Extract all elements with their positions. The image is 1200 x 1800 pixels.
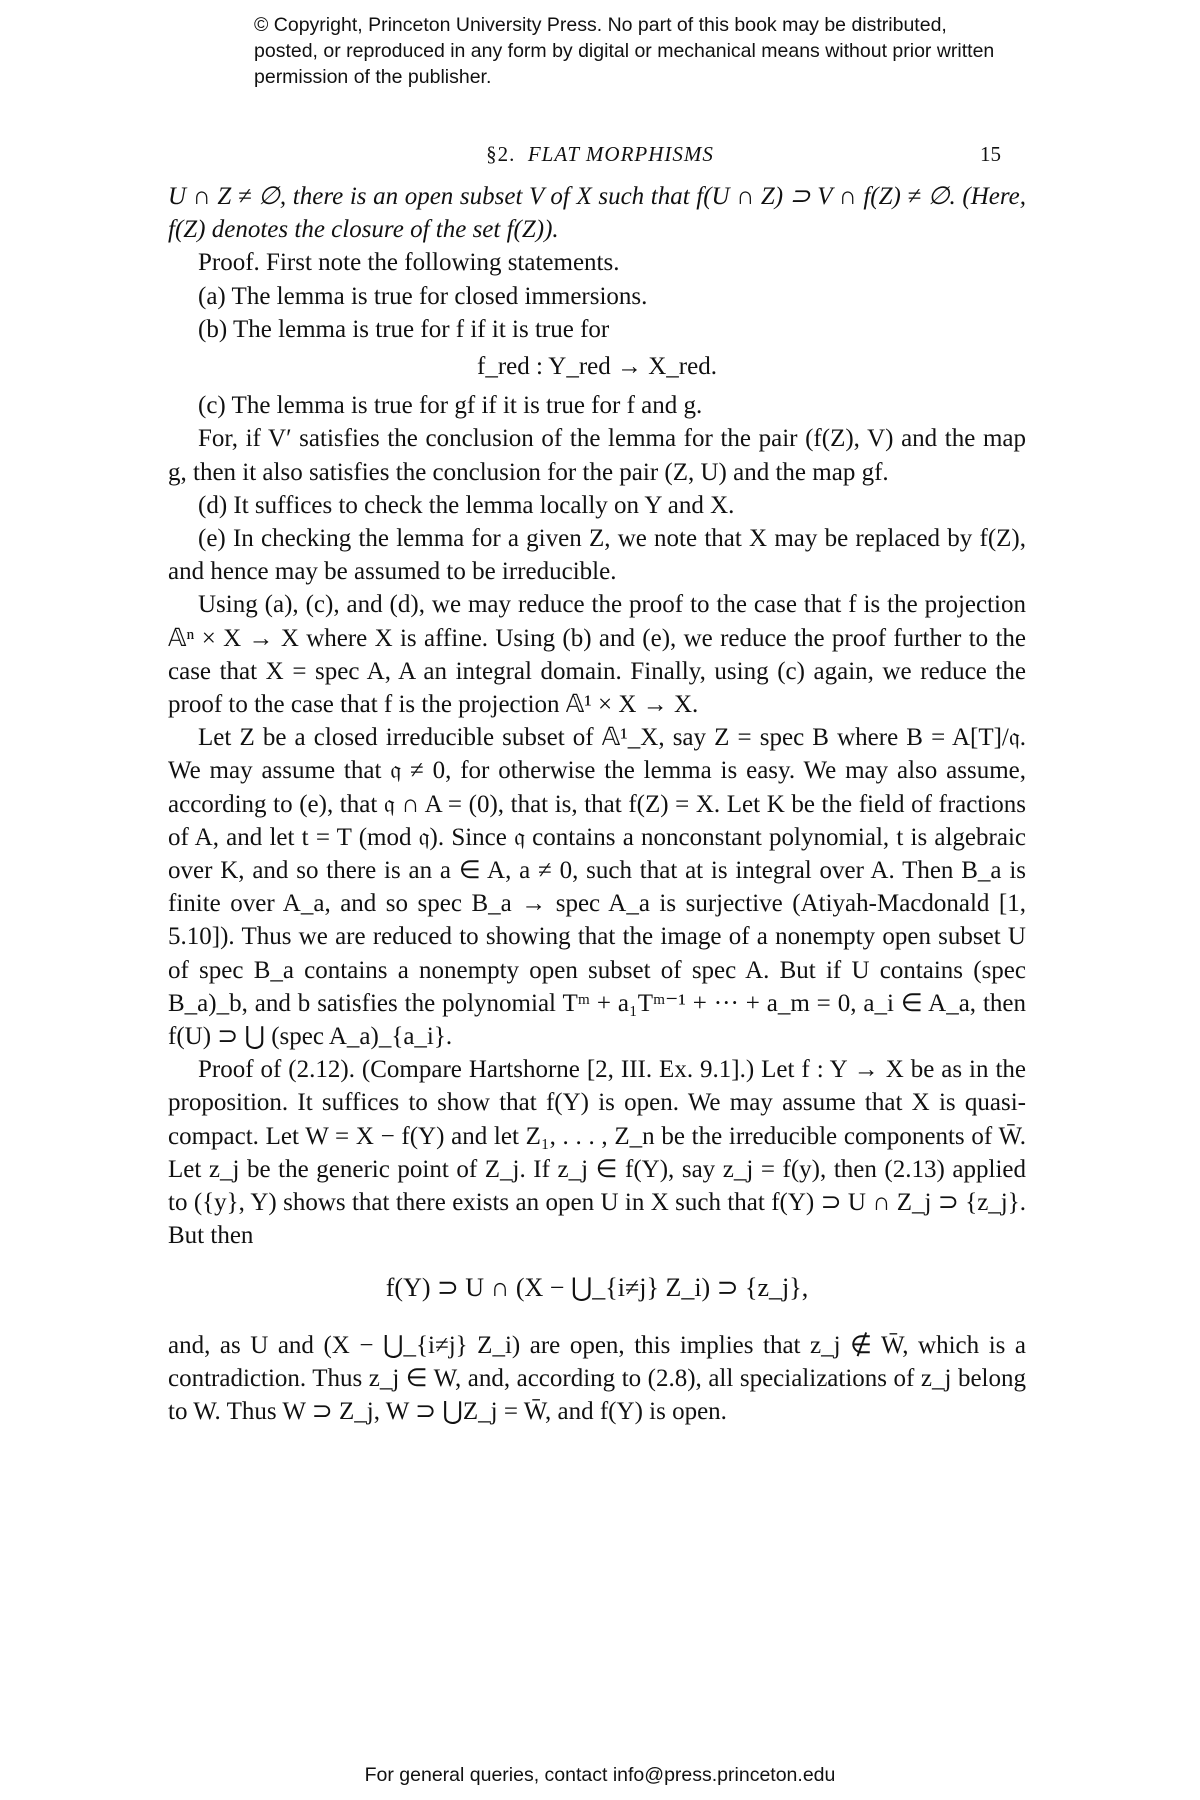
section-number: §2. — [486, 142, 516, 166]
body-text — [168, 180, 1026, 1428]
paragraph: (c) The lemma is true for gf if it is true for f and g. — [198, 392, 703, 420]
paragraph: Using (a), (c), and (d), we may reduce the proof to the case that f is the projection 𝔸ⁿ × X → X where X is affine. Using (b) and (e), we reduce the proof further to the case that X = spec A, A an integral domain. Finally, using (c) again, we reduce the proof to the case that f is the projection 𝔸¹ × X → X. — [168, 591, 1026, 719]
paragraph: (e) In checking the lemma for a given Z, we note that X may be replaced by f(Z), and hence may be assumed to be irreducible. — [168, 525, 1026, 586]
paragraph: Proof of (2.12). (Compare Hartshorne [2, III. Ex. 9.1].) Let f : Y → X be as in the proposition. It suffices to show that f(Y) is open. We may assume that X is quasi-compact. Let W = X − f(Y) and let Z₁, . . . , Z_n be the irreducible components of W̄. Let z_j be the generic point of Z_j. If z_j ∈ f(Y), say z_j = f(y), then (2.13) applied to ({y}, Y) shows that there exists an open U in X such that f(Y) ⊃ U ∩ Z_j ⊃ {z_j}. But then — [168, 1056, 1026, 1250]
paragraph: U ∩ Z ≠ ∅, there is an open subset V of X such that f(U ∩ Z) ⊃ V ∩ f(Z) ≠ ∅. (Here, f(Z) denotes the closure of the set f(Z)). — [168, 183, 1026, 244]
display-formula: f_red : Y_red → X_red. — [477, 353, 717, 381]
page-number: 15 — [980, 142, 1001, 166]
paragraph: and, as U and (X − ⋃_{i≠j} Z_i) are open, this implies that z_j ∉ W̄, which is a contradiction. Thus z_j ∈ W, and, according to (2.8), all specializations of z_j belong to W. Thus W ⊃ Z_j, W ⊃ ⋃Z_j = W̄, and f(Y) is open. — [168, 1331, 1026, 1425]
paragraph: (b) The lemma is true for f if it is true for — [198, 315, 610, 343]
paragraph: (d) It suffices to check the lemma locally on Y and X. — [198, 491, 735, 519]
copyright-notice: © Copyright, Princeton University Press. No part of this book may be distributed, posted, or reproduced in any form by digital or mechanical means without prior written permission of the publisher. — [254, 14, 995, 88]
paragraph: For, if V′ satisfies the conclusion of the lemma for the pair (f(Z), V) and the map g, then it also satisfies the conclusion for the pair (Z, U) and the map gf. — [168, 425, 1026, 486]
running-head — [0, 142, 1200, 167]
display-formula: f(Y) ⊃ U ∩ (X − ⋃_{i≠j} Z_i) ⊃ {z_j}, — [385, 1272, 809, 1302]
chapter-title: FLAT MORPHISMS — [527, 142, 714, 166]
footer-contact: For general queries, contact info@press.princeton.edu — [364, 1764, 836, 1786]
paragraph: Let Z be a closed irreducible subset of 𝔸¹_X, say Z = spec B where B = A[T]/𝔮. We may assume that 𝔮 ≠ 0, for otherwise the lemma is easy. We may also assume, according to (e), that 𝔮 ∩ A = (0), that is, that f(Z) = X. Let K be the field of fractions of A, and let t = T (mod 𝔮). Since 𝔮 contains a nonconstant polynomial, t is algebraic over K, and so there is an a ∈ A, a ≠ 0, such that at is integral over A. Then B_a is finite over A_a, and so spec B_a → spec A_a is surjective (Atiyah-Macdonald [1, 5.10]). Thus we are reduced to showing that the image of a nonempty open subset U of spec B_a contains a nonempty open subset of spec A. But if U contains (spec B_a)_b, and b satisfies the polynomial Tᵐ + a₁Tᵐ⁻¹ + ··· + a_m = 0, a_i ∈ A_a, then f(U) ⊃ ⋃ (spec A_a)_{a_i}. — [168, 724, 1026, 1051]
paragraph: Proof. First note the following statements. — [198, 249, 620, 277]
paragraph: (a) The lemma is true for closed immersions. — [198, 282, 648, 310]
